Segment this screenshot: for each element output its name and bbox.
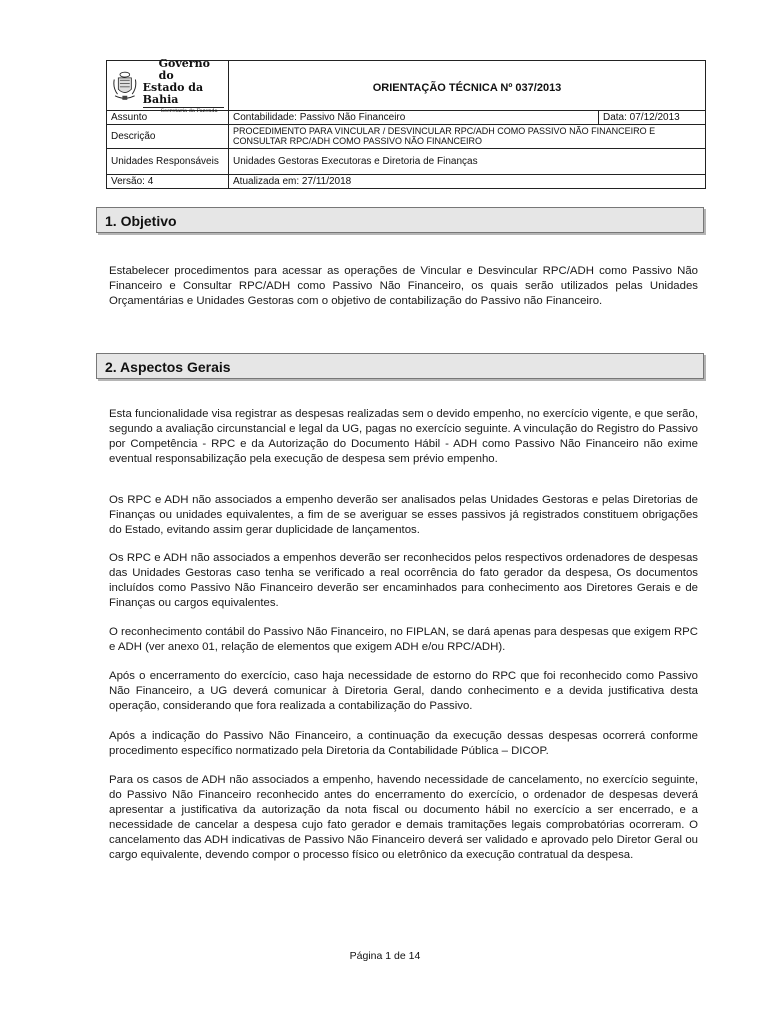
bahia-coat-of-arms-icon <box>111 66 139 106</box>
logo-line-2: Estado da Bahia <box>142 80 204 106</box>
assunto-label: Assunto <box>107 111 229 125</box>
descricao-value: PROCEDIMENTO PARA VINCULAR / DESVINCULAR RPC/ADH COMO PASSIVO NÃO FINANCEIRO E CONSULTAR RPC/ADH COMO PASSIVO NÃO FINANCEIRO <box>229 125 706 149</box>
aspectos-paragraph-5: Após o encerramento do exercício, caso haja necessidade de estorno do RPC que foi reconhecido como Passivo Não Financeiro, a UG deverá comunicar à Diretoria Geral, dando conhecimento e a devida justificativa desta operação, considerando que fora realizada a contabilização do Passivo. <box>109 670 698 712</box>
unidades-value: Unidades Gestoras Executoras e Diretoria de Finanças <box>229 149 706 175</box>
page-number: Página 1 de 14 <box>349 950 421 962</box>
versao-value: Atualizada em: 27/11/2018 <box>229 175 706 189</box>
document-header-table <box>106 56 706 189</box>
unidades-label: Unidades Responsáveis <box>107 149 229 175</box>
aspectos-paragraph-1: Esta funcionalidade visa registrar as despesas realizadas sem o devido empenho, no exercício vigente, e que serão, segundo a avaliação circunstancial e legal da UG, pagas no exercício seguinte. A vinculação do Registro do Passivo por Competência - RPC e da Autorização do Documento Hábil - ADH como Passivo Não Financeiro não exime eventual responsabilização pela execução de despesa sem prévio empenho. <box>109 408 698 465</box>
document-title: ORIENTAÇÃO TÉCNICA Nº 037/2013 <box>229 61 706 111</box>
section-aspectos-heading: 2. Aspectos Gerais <box>96 353 704 379</box>
date-value: Data: 07/12/2013 <box>599 111 706 125</box>
descricao-label: Descrição <box>107 125 229 149</box>
aspectos-paragraph-3: Os RPC e ADH não associados a empenhos deverão ser reconhecidos pelos respectivos ordenadores de despesas das Unidades Gestoras caso tenha se verificado a real ocorrência do fato gerador da despesa, Os documentos incluídos como Passivo Não Financeiro deverão ser encaminhados para conhecimento aos Diretores Gerais e de Finanças ou cargos equivalentes. <box>109 552 698 609</box>
assunto-value: Contabilidade: Passivo Não Financeiro <box>229 111 599 125</box>
logo-line-1: Governo do <box>158 56 210 82</box>
aspectos-paragraph-7: Para os casos de ADH não associados a empenho, havendo necessidade de cancelamento, no exercício seguinte, do Passivo Não Financeiro reconhecido antes do encerramento do exercício, o ordenador de despesas deverá apresentar a justificativa da autorização da nota fiscal ou documento hábil no exercício a ser encerrado, e a necessidade de cancelar a despesa cujo fato gerador e demais tramitações legais comprobatórias ocorreram. O cancelamento das ADH indicativas de Passivo Não Financeiro deverá ser validado e aprovado pelo Diretor Geral ou cargo equivalente, devendo compor o processo físico ou eletrônico da execução contratual da despesa. <box>109 774 698 861</box>
versao-label: Versão: 4 <box>107 175 229 189</box>
section-objetivo-heading: 1. Objetivo <box>96 207 704 233</box>
logo-cell <box>107 56 229 114</box>
aspectos-paragraph-6: Após a indicação do Passivo Não Financeiro, a continuação da execução dessas despesas ocorrerá conforme procedimento específico normatizado pela Diretoria da Contabilidade Pública – DICOP. <box>109 730 698 757</box>
aspectos-paragraph-2: Os RPC e ADH não associados a empenho deverão ser analisados pelas Unidades Gestoras e pelas Diretorias de Finanças ou unidades equivalentes, a fim de se averiguar se esses passivos já registrados constituem obrigações do Estado, evitando assim gerar duplicidade de lançamentos. <box>109 494 698 536</box>
logo-subtitle: Secretaria da Fazenda <box>143 107 224 114</box>
aspectos-paragraph-4: O reconhecimento contábil do Passivo Não Financeiro, no FIPLAN, se dará apenas para despesas que exigem RPC e ADH (ver anexo 01, relação de elementos que exigem ADH e/ou RPC/ADH). <box>109 626 698 653</box>
objetivo-paragraph: Estabelecer procedimentos para acessar as operações de Vincular e Desvincular RPC/ADH como Passivo Não Financeiro e Consultar RPC/ADH como Passivo Não Financeiro, os quais serão utilizados pelas Unidades Orçamentárias e Unidades Gestoras com o objetivo de contabilização do Passivo não Financeiro. <box>109 265 698 307</box>
